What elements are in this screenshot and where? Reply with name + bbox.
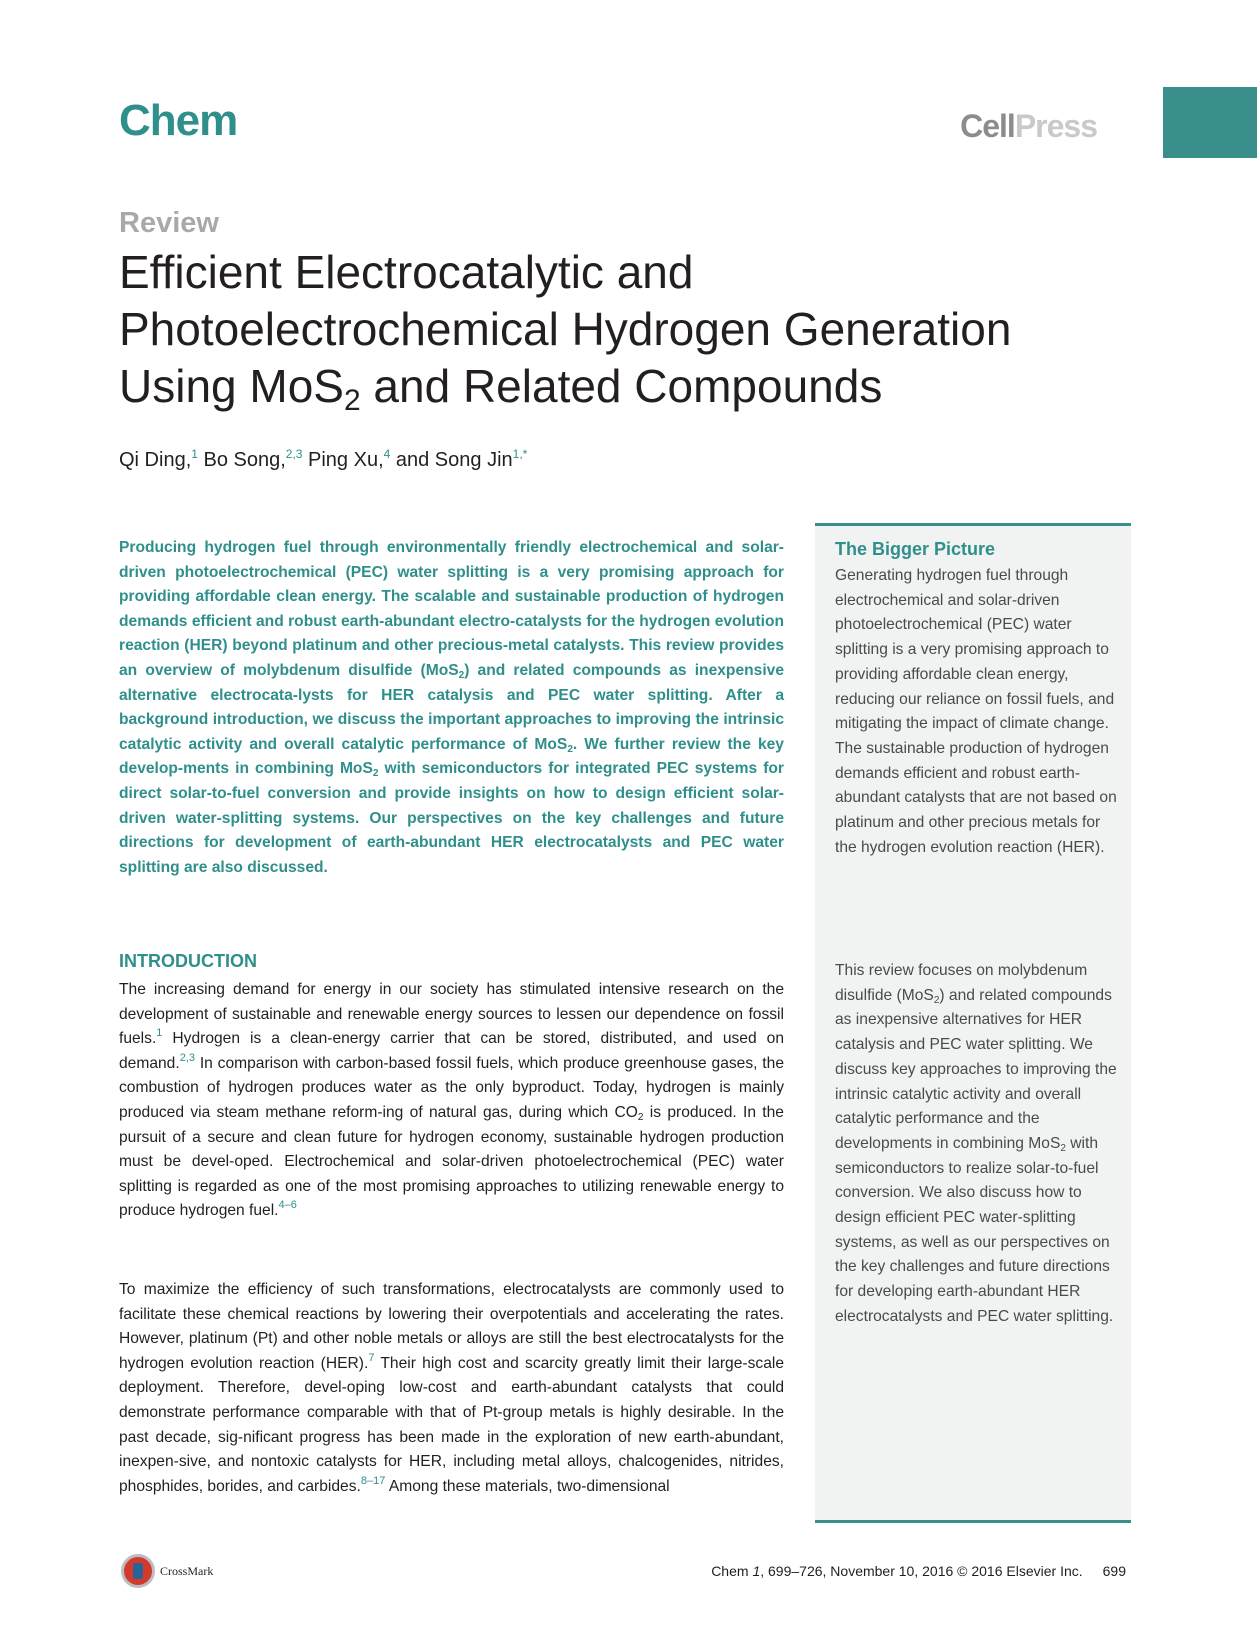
author-name[interactable]: Ping Xu, [302,449,384,471]
abstract-text: Producing hydrogen fuel through environmentally friendly electrochemical and solar-driven photoelectrochemical (PEC) water splitting is a very promising approach for providing affordable clean energy. The scalable and sustainable production of hydrogen demands efficient and robust earth-abundant electro-catalysts for the hydrogen evolution reaction (HER) beyond platinum and other precious-metal catalysts. This review provides an overview of molybdenum disulfide (MoS [119,539,784,679]
body-text: is produced. In the pursuit of a secure and clean future for hydrogen economy, sustainable hydrogen production must be devel-oped. Electrochemical and solar-driven photoelectrochemical (PEC) water splitting is regarded as one of the most promising approaches to utilizing renewable energy to produce hydrogen fuel. [119,1103,784,1220]
body-text: To maximize the efficiency of such transformations, electrocatalysts are commonly used to facilitate these chemical reactions by lowering their overpotentials and accelerating the rates. However, platinum (Pt) and other noble metals or alloys are still the best electrocatalysts for the hydrogen evolution reaction (HER). [119,1281,784,1372]
title-subscript: 2 [343,384,361,417]
subscript: 2 [567,743,573,755]
author-name[interactable]: and Song Jin [390,449,513,471]
title-line-3-post: and Related Compounds [360,360,883,412]
subscript: 2 [372,768,379,780]
reference-link[interactable]: 2,3 [179,1051,195,1064]
body-text: In comparison with carbon-based fossil fuels, which produce greenhouse gases, the combustion of hydrogen produces water as the only byproduct. Today, hydrogen is mainly produced via steam methane reform-ing of natural gas, during which CO [119,1054,784,1121]
title-line-3-pre: Using MoS [119,360,344,412]
sidebar-paragraph-1: Generating hydrogen fuel through electrochemical and solar-driven photoelectrochemical (PEC) water splitting is a very promising approach to providing affordable clean energy, reducing our reliance on fossil fuels, and mitigating the impact of climate change. The sustainable production of hydrogen demands efficient and robust earth-abundant catalysts that are not based on platinum and other precious metals for the hydrogen evolution reaction (HER). [835,567,1117,856]
author-name[interactable]: Qi Ding, [119,449,192,471]
body-text: Hydrogen is a clean-energy carrier that can be stored, distributed, and used on demand. [119,1030,784,1072]
intro-paragraph-1 [119,978,784,1224]
citation-details: , 699–726, November 10, 2016 © 2016 Elsevier Inc. [760,1563,1083,1579]
article-title [119,244,1119,415]
title-line-1: Efficient Electrocatalytic and [119,246,694,298]
corner-color-tab [1163,87,1257,158]
sidebar-text: ) and related compounds as inexpensive alternatives for HER catalysis and PEC water splitting. We discuss key approaches to improving the intrinsic catalytic activity and overall catalytic performance and the developments in combining MoS [835,986,1117,1152]
abstract-text: ) and related compounds as inexpensive alternative electrocata-lysts for HER catalysis and PEC water splitting. After a background introduction, we discuss the important approaches to improving the intrinsic catalytic activity and overall catalytic performance of MoS [119,661,784,753]
publisher-logo [960,108,1097,144]
crossmark-label[interactable]: CrossMark [160,1563,214,1578]
bigger-picture-sidebar [815,523,1131,1523]
sidebar-paragraph-2 [835,959,1119,1330]
page-number: 699 [1102,1563,1126,1579]
body-text: The increasing demand for energy in our society has stimulated intensive research on the development of sustainable and renewable energy sources to lessen our dependence on fossil fuels. [119,981,784,1048]
reference-link[interactable]: 7 [368,1351,375,1364]
subscript: 2 [458,669,465,681]
sidebar-title: The Bigger Picture [835,539,996,559]
citation-journal: Chem [711,1563,749,1579]
abstract [119,536,784,880]
article-type-label: Review [119,207,219,239]
title-line-2: Photoelectrochemical Hydrogen Generation [119,303,1012,355]
subscript: 2 [637,1111,644,1123]
citation-volume: 1 [752,1563,761,1579]
footer-citation [711,1561,1126,1581]
section-heading-introduction: INTRODUCTION [119,951,257,971]
author-affiliation[interactable]: 4 [383,447,391,461]
subscript: 2 [1060,1142,1066,1154]
reference-link[interactable]: 8–17 [360,1474,386,1487]
author-list [119,446,1019,474]
author-name[interactable]: Bo Song, [197,449,286,471]
intro-paragraph-2 [119,1278,784,1499]
sidebar-text: with semiconductors to realize solar-to-fuel conversion. We also discuss how to design efficient PEC water-splitting systems, as well as our perspectives on the key challenges and future directions for developing earth-abundant HER electrocatalysts and PEC water splitting. [835,1134,1114,1325]
crossmark-badge[interactable] [121,1553,213,1589]
body-text: Their high cost and scarcity greatly limit their large-scale deployment. Therefore, devel-oping low-cost and earth-abundant catalysts that could demonstrate performance comparable with that of Pt-group metals is highly desirable. In the past decade, sig-nificant progress has been made in the exploration of new earth-abundant, inexpen-sive, and nontoxic catalysts for HER, including metal alloys, chalcogenides, nitrides, phosphides, borides, and carbides. [119,1354,784,1495]
author-affiliation[interactable]: 1,* [512,447,528,461]
subscript: 2 [933,994,940,1006]
abstract-text: . We further review the key develop-ments in combining MoS [119,735,784,778]
reference-link[interactable]: 1 [156,1027,163,1040]
journal-logo: Chem [119,96,238,145]
author-affiliation[interactable]: 1 [191,447,198,461]
reference-link[interactable]: 4–6 [278,1199,297,1212]
crossmark-icon[interactable] [121,1554,155,1588]
publisher-logo-cell: Cell [960,108,1015,144]
body-text: Among these materials, two-dimensional [385,1477,670,1495]
publisher-logo-press: Press [1014,108,1097,144]
sidebar-text: This review focuses on molybdenum disulfide (MoS [835,962,1088,1004]
author-affiliation[interactable]: 2,3 [285,447,303,461]
abstract-text: with semiconductors for integrated PEC systems for direct solar-to-fuel conversion and provide insights on how to design efficient solar-driven water-splitting systems. Our perspectives on the key challenges and future directions for development of earth-abundant HER electrocatalysts and PEC water splitting are also discussed. [119,760,784,876]
